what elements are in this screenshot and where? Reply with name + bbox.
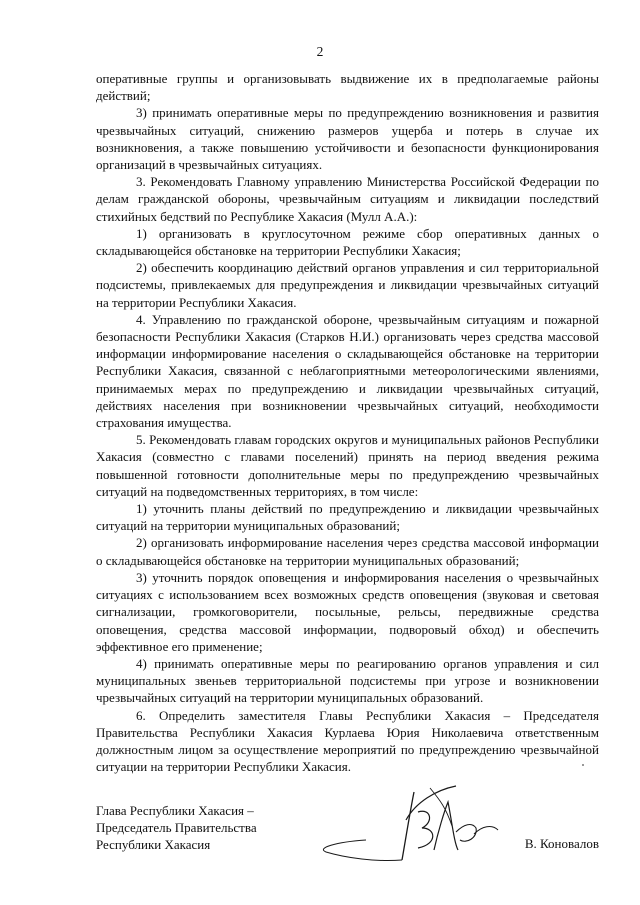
paragraph: 2) организовать информирование населения через средства массовой информации о складывающейся обстановке на территории муниципальных образований;: [96, 535, 599, 568]
signature-block: [96, 802, 599, 862]
paragraph: оперативные группы и организовывать выдвижение их в предполагаемые районы действий;: [96, 71, 599, 104]
paragraph: 4) принимать оперативные меры по реагированию органов управления и сил муниципальных звеньев территориальной подсистемы при угрозе и возникновении чрезвычайных ситуаций на территории муниципальных образований.: [96, 655, 599, 706]
signatory-name: В. Коновалов: [524, 836, 599, 851]
document-body: [96, 70, 599, 775]
handwritten-signature: [306, 782, 536, 872]
signatory-title-line: Республики Хакасия: [96, 837, 211, 853]
paragraph: 3. Рекомендовать Главному управлению Министерства Российской Федерации по делам гражданской обороны, чрезвычайным ситуациям и ликвидации последствий стихийных бедствий по Республике Хакасия (Мулл А.А.):: [96, 174, 599, 224]
paragraph: 3) уточнить порядок оповещения и информирования населения о чрезвычайных ситуациях с использованием всех возможных средств оповещения (звуковая и световая сигнализации, громкоговорители, посыльные, рельсы, передвижные средства оповещения, средства массовой информации, подворовый обход) и обеспечить эффективное его применение;: [96, 569, 599, 654]
paragraph: 5. Рекомендовать главам городских округов и муниципальных районов Республики Хакасия (совместно с главами поселений) принять на период введения режима повышенной готовности дополнительные меры по предупреждению чрезвычайных ситуаций на подведомственных территориях, в том числе:: [96, 432, 599, 499]
scan-speck: [582, 764, 584, 766]
paragraph: 1) уточнить планы действий по предупреждению и ликвидации чрезвычайных ситуаций на территории муниципальных образований;: [96, 501, 599, 534]
paragraph: 2) обеспечить координацию действий органов управления и сил территориальной подсистемы, привлекаемых для предупреждения и ликвидации чрезвычайных ситуаций на территории Республики Хакасия.: [96, 260, 599, 310]
signatory-title: [96, 802, 257, 854]
paragraph: 6. Определить заместителя Главы Республики Хакасия – Председателя Правительства Республики Хакасия Курлаева Юрия Николаевича ответственным должностным лицом за осуществление мероприятий по предупреждению чрезвычайной ситуации на территории Республики Хакасия.: [96, 707, 599, 775]
paragraph: 1) организовать в круглосуточном режиме сбор оперативных данных о складывающейся обстановке на территории Республики Хакасия;: [96, 225, 599, 259]
paragraph: 4. Управлению по гражданской обороне, чрезвычайным ситуациям и пожарной безопасности Республики Хакасия (Старков Н.И.) организовать через средства массовой информации информирование населения о складывающейся обстановке на территории Республики Хакасия, связанной с неблагоприятными метеорологическими явлениями, принимаемых мерах по предупреждению и ликвидации чрезвычайных ситуаций, действиях населения при возникновении чрезвычайных ситуаций, необходимости страхования имущества.: [96, 311, 599, 431]
paragraph: 3) принимать оперативные меры по предупреждению возникновения и развития чрезвычайных ситуаций, снижению размеров ущерба и потерь в случае их возникновения, а также повышению устойчивости и безопасности функционирования организаций в чрезвычайных ситуациях.: [96, 105, 599, 173]
signatory-title-line: Председатель Правительства: [96, 820, 257, 836]
signatory-title-line: Глава Республики Хакасия –: [96, 803, 254, 818]
page-number: 2: [316, 44, 324, 59]
